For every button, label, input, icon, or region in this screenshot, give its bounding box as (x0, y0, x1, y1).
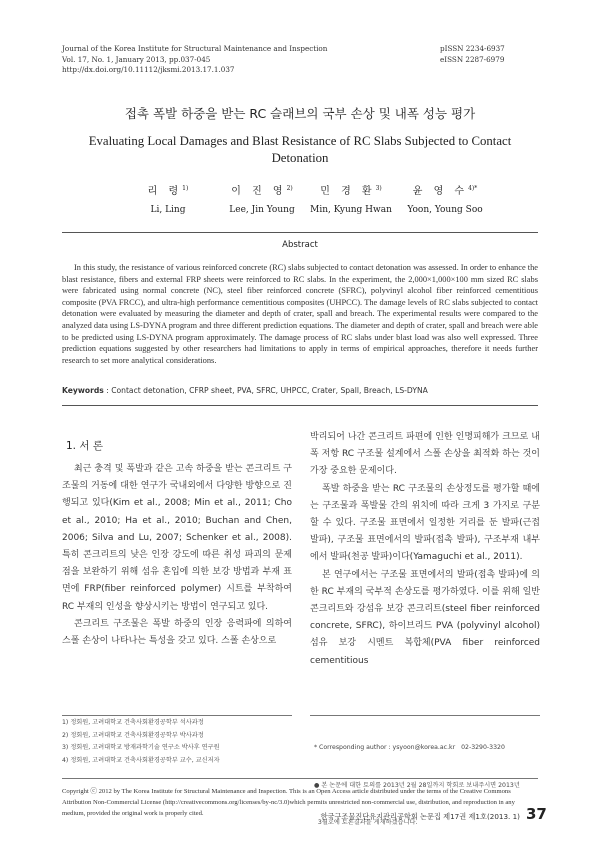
paragraph: 본 연구에서는 구조물 표면에서의 발파(접촉 발파)에 의한 RC 부재의 국부적 손상도를 평가하였다. 이를 위해 일반 콘크리트와 강섬유 보강 콘크리트(steel fiber reinforced concrete, SFRC), 하이브리드 PVA (polyvinyl alcohol) 섬유 보강 시멘트 복합체(PVA fiber reinforced cementitious (310, 569, 540, 666)
keywords-label: Keywords (62, 386, 104, 395)
footnote-divider-right (310, 715, 540, 716)
divider-bottom (62, 405, 538, 406)
author-name-en: Li, Ling (150, 205, 186, 215)
author-4 (390, 180, 500, 219)
author-affil: 1) (182, 185, 189, 192)
footnote: 4) 정회원, 고려대학교 건축사회환경공학부 교수, 교신저자 (62, 756, 220, 764)
keywords-line (62, 386, 538, 395)
author-name-ko: 리 령 (147, 186, 183, 197)
corresponding-author: * Corresponding author : ysyoon@korea.ac.kr 02-3290-3320 (314, 744, 505, 751)
copyright-text: Copyright ⓒ 2012 by The Korea Institute for Structural Maintenance and Inspection. This is an Open Access article distributed under the terms of the Creative Commons Attribution Non-Commercial License (http://creativecommons.org/licenses/by-nc/3.0)which permits unrestricted non-commercial use, distribution, and reproduction in any medium, provided the original work is properly cited. (62, 788, 515, 817)
author-name-en: Min, Kyung Hwan (310, 205, 392, 215)
page-number: 37 (526, 805, 547, 823)
footnote: 1) 정회원, 고려대학교 건축사회환경공학부 석사과정 (62, 719, 204, 726)
author-name-ko: 민 경 환 (320, 186, 376, 197)
paragraph: 박리되어 나간 콘크리트 파편에 인한 인명피해가 크므로 내폭 저항 RC 구조물 설계에서 스폴 손상을 최적화 하는 것이 가장 중요한 문제이다. (310, 432, 540, 477)
volume-info: Vol. 17, No. 1, January 2013, pp.037-045 (62, 54, 211, 64)
journal-header (62, 44, 327, 76)
abstract-heading: Abstract (282, 240, 318, 250)
eissn: eISSN 2287-6979 (440, 54, 505, 64)
paragraph: 콘크리트 구조물은 폭발 하중의 인장 응력파에 의하여 스폴 손상이 나타나는 특성을 갖고 있다. 스폴 손상으로 (62, 618, 292, 647)
section-heading: 1. 서 론 (66, 440, 103, 452)
author-name-ko: 이 진 영 (231, 186, 287, 197)
title-english: Evaluating Local Damages and Blast Resistance of RC Slabs Subjected to Contact Detonation (88, 134, 512, 165)
discussion-note: ● 본 논문에 대한 토의를 2013년 2월 28일까지 학회로 보내주시면 2013년 (314, 781, 520, 789)
author-1 (128, 180, 208, 219)
footnote: 3) 정회원, 고려대학교 방재과학기술 연구소 박사후 연구원 (62, 744, 220, 751)
body-column-right (310, 429, 540, 670)
footnote: 2) 정회원, 고려대학교 건축사회환경공학부 박사과정 (62, 731, 204, 739)
footer-journal: 한국구조물진단유지관리공학회 논문집 제17권 제1호(2013. 1) (320, 812, 520, 821)
abstract-text: In this study, the resistance of various reinforced concrete (RC) slabs subjected to contact detonation was assessed. In order to enhance the blast resistance, fibers and external FRP sheets were reinforced to RC slabs. In the experiment, the 2,000×1,000×100 mm sized RC slabs were fabricated using normal concrete (NC), steel fiber reinforced concrete (SFRC), polyvinyl alcohol fiber reinforced cementitious composite (PVA FRCC), and ultra-high performance cementitious composites (UHPCC). The damage levels of RC slabs subjected to contact detonation were evaluated by measuring the diameter and depth of crater, spall and breach. The experimental results were compared to the analyzed data using LS-DYNA program and three different prediction equations. The diameter and depth of crater, spall and breach were able to be predicted using LS-DYNA program approximately. The damage process of RC slabs under blast load was also well expressed. Three prediction equations suggested by other researchers had limitations to apply in terms of empirical approaches, therefore it needs further research to set more analytical considerations. (62, 263, 538, 365)
journal-name: Journal of the Korea Institute for Structural Maintenance and Inspection (62, 44, 328, 53)
paragraph: 최근 충격 및 폭발과 같은 고속 하중을 받는 콘크리트 구조물의 거동에 대한 연구가 국내외에서 다양한 방향으로 진행되고 있다(Kim et al., 2008; Min et al., 2011; Cho et al., 2010; Ha et al., 2010; Buchan and Chen, 2006; Silva and Lu, 2007; Schenker et al., 2008). 특히 콘크리트의 낮은 인장 강도에 따른 취성 파괴의 문제점을 보완하기 위해 섬유 혼입에 의한 보강 방법과 부재 표면에 FRP(fiber reinforced polymer) 시트를 부착하여 RC 부재의 인성을 향상시키는 방법이 연구되고 있다. (62, 464, 292, 612)
divider-top (62, 232, 538, 233)
footnotes-right (314, 717, 540, 842)
author-name-en: Lee, Jin Young (229, 205, 295, 215)
body-column-left (62, 461, 292, 650)
pissn: pISSN 2234-6937 (440, 44, 505, 53)
footnote-divider-left (62, 715, 292, 716)
keywords-list: : Contact detonation, CFRP sheet, PVA, SFRC, UHPCC, Crater, Spall, Breach, LS-DYNA (106, 386, 428, 395)
author-name-ko: 윤 영 수 (412, 186, 469, 197)
discussion-note-cont: 3월호에 토론결과를 게재하겠습니다. (314, 819, 418, 826)
author-affil: 3) (375, 185, 382, 192)
issn-block (440, 44, 538, 65)
footnotes-left (62, 717, 292, 767)
author-affil: 4)* (468, 185, 478, 192)
author-affil: 2) (286, 185, 293, 192)
paragraph: 폭발 하중을 받는 RC 구조물의 손상정도를 평가할 때에는 구조물과 폭발물 간의 위치에 따라 크게 3 가지로 구분 할 수 있다. 구조물 표면에서 일정한 거리를 둔 발파(근접 발파), 구조물 표면에서의 발파(접촉 발파), 구조부재 내부에서 발파(천공 발파)이다(Yamaguchi et al., 2011). (310, 483, 540, 563)
author-name-en: Yoon, Young Soo (407, 205, 483, 215)
doi-link[interactable]: http://dx.doi.org/10.11112/jksmi.2013.17.1.037 (62, 65, 235, 74)
title-korean: 접촉 폭발 하중을 받는 RC 슬래브의 국부 손상 및 내폭 성능 평가 (124, 106, 476, 121)
copyright-divider (62, 778, 538, 779)
